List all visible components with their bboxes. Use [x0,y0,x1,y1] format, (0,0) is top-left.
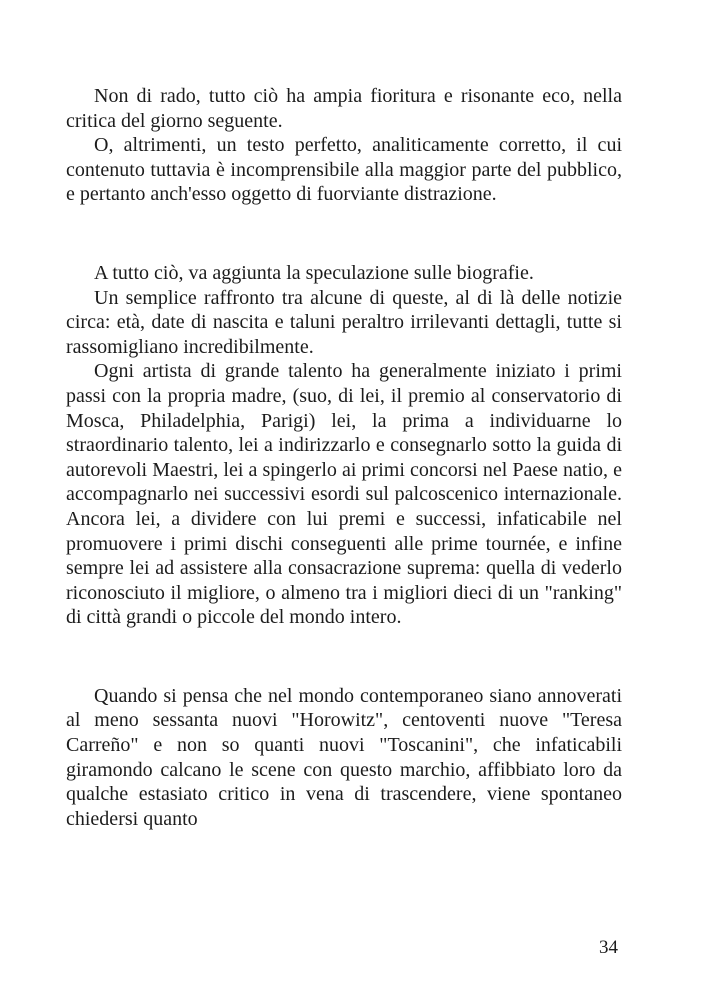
paragraph-group [66,684,622,832]
page-number: 34 [599,937,618,958]
paragraph-group [66,84,622,207]
text-block [66,84,622,831]
paragraph: Quando si pensa che nel mondo contemporaneo siano annoverati al meno sessanta nuovi "Horowitz", centoventi nuove "Teresa Carreño" e non so quanti nuovi "Toscanini", che infaticabili giramondo calcano le scene con questo marchio, affibbiato loro da qualche estasiato critico in vena di trascendere, viene spontaneo chiedersi quanto [66,684,622,830]
paragraph-group [66,261,622,630]
paragraph: Non di rado, tutto ciò ha ampia fioritura e risonante eco, nella critica del giorno seguente. [66,85,622,132]
paragraph: Un semplice raffronto tra alcune di queste, al di là delle notizie circa: età, date di nascita e taluni peraltro irrilevanti dettagli, tutte si rassomigliano incredibilmente. [66,286,622,358]
paragraph: O, altrimenti, un testo perfetto, analiticamente corretto, il cui contenuto tuttavia è incomprensibile alla maggior parte del pubblico, e pertanto anch'esso oggetto di fuorviante distrazione. [66,134,622,206]
paragraph: A tutto ciò, va aggiunta la speculazione sulle biografie. [94,261,534,284]
paragraph: Ogni artista di grande talento ha generalmente iniziato i primi passi con la propria madre, (suo, di lei, il premio al conservatorio di Mosca, Philadelphia, Parigi) lei, la prima a individuarne lo straordinario talento, lei a indirizzarlo e consegnarlo sotto la guida di autorevoli Maestri, lei a spingerlo ai primi concorsi nel Paese natio, e accompagnarlo nei successivi esordi sul palcoscenico internazionale. Ancora lei, a dividere con lui premi e successi, infaticabile nel promuovere i primi dischi conseguenti alle prime tournée, e infine sempre lei ad assistere alla consacrazione suprema: quella di vederlo riconosciuto il migliore, o almeno tra i migliori dieci di un "ranking" di città grandi o piccole del mondo intero. [66,360,622,629]
